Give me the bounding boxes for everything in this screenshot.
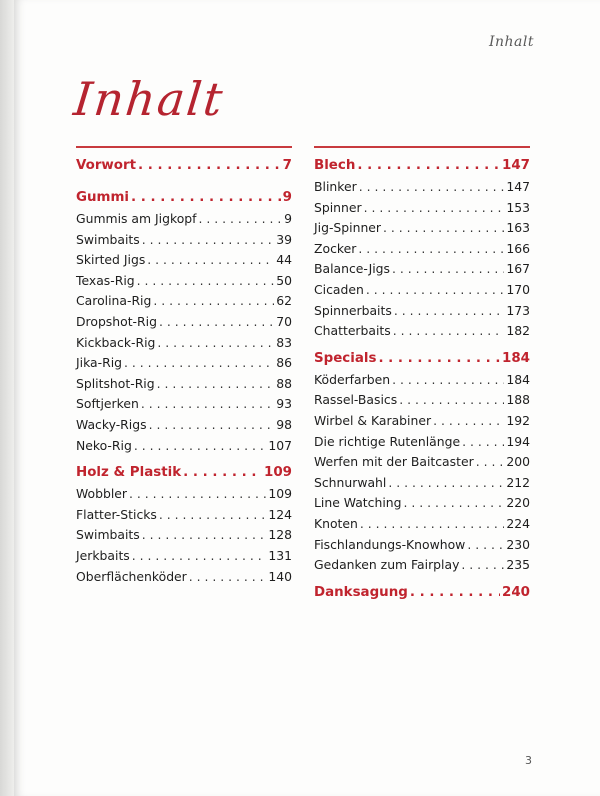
toc-entry-page: 167 [506,261,530,277]
toc-entry-label: Neko-Rig [76,437,132,453]
toc-left-column [76,154,292,587]
toc-entry[interactable] [314,432,530,453]
toc-entry-label: Carolina-Rig [76,293,152,309]
toc-entry-page: 184 [506,371,530,387]
toc-entry-label: Spinnerbaits [314,302,392,318]
dot-leader [189,567,267,588]
dot-leader [364,198,505,219]
toc-entry-page: 62 [276,293,292,309]
dot-leader [399,390,504,411]
toc-entry-label: Softjerken [76,396,139,412]
dot-leader [137,271,275,292]
toc-entry-label: Line Watching [314,495,402,511]
toc-entry[interactable] [76,312,292,333]
toc-entry[interactable] [314,280,530,301]
toc-entry-label: Vorwort [76,158,137,173]
toc-entry-label: Balance-Jigs [314,261,390,277]
dot-leader [359,177,505,198]
toc-entry-page: 86 [276,355,292,371]
dot-leader [131,186,281,209]
toc-entry[interactable] [314,218,530,239]
toc-entry-page: 70 [276,313,292,329]
toc-chapter-entry[interactable] [314,154,530,177]
dot-leader [467,535,504,556]
toc-entry-label: Knoten [314,515,358,531]
toc-entry-label: Swimbaits [76,231,140,247]
toc-right-column [314,154,530,604]
dot-leader [134,436,267,457]
toc-chapter-entry[interactable] [76,186,292,209]
toc-entry-page: 170 [506,281,530,297]
toc-entry-label: Blech [314,158,356,173]
toc-entry[interactable] [314,177,530,198]
dot-leader [142,230,274,251]
toc-entry-page: 220 [506,495,530,511]
dot-leader [159,312,274,333]
toc-entry-label: Werfen mit der Baitcaster [314,454,474,470]
toc-entry[interactable] [314,301,530,322]
dot-leader [393,321,505,342]
dot-leader [433,411,504,432]
toc-entry-label: Blinker [314,179,357,194]
toc-entry[interactable] [76,415,292,436]
toc-entry-label: Jig-Spinner [314,220,382,236]
toc-entry-label: Oberflächenköder [76,568,187,584]
toc-entry[interactable] [314,239,530,260]
toc-entry-label: Jika-Rig [76,355,123,371]
toc-entry-label: Skirted Jigs [76,252,146,268]
toc-entry[interactable] [314,411,530,432]
toc-entry-page: 109 [264,465,292,481]
toc-entry[interactable] [76,525,292,546]
dot-leader [404,493,505,514]
dot-leader [462,432,504,453]
toc-entry[interactable] [314,473,530,494]
toc-entry-page: 50 [276,272,292,288]
toc-entry-page: 166 [506,240,530,256]
toc-entry-label: Cicaden [314,281,364,297]
toc-entry-page: 128 [268,527,292,543]
toc-entry-label: Die richtige Rutenlänge [314,433,461,449]
toc-entry-label: Schnurwahl [314,474,387,490]
dot-leader [357,154,500,177]
toc-entry[interactable] [76,374,292,395]
dot-leader [392,259,504,280]
toc-entry[interactable] [76,271,292,292]
toc-entry-page: 39 [276,231,292,247]
toc-entry-page: 107 [268,437,292,453]
dot-leader [132,546,267,567]
dot-leader [147,250,274,271]
toc-entry-label: Rassel-Basics [314,392,398,408]
toc-entry-label: Splitshot-Rig [76,375,155,391]
toc-entry-page: 173 [506,302,530,318]
dot-leader [410,581,500,604]
toc-entry-page: 9 [282,190,292,205]
toc-entry-label: Jerkbaits [76,547,130,563]
toc-chapter-entry[interactable] [314,347,530,370]
toc-entry[interactable] [314,493,530,514]
dot-leader [157,333,274,354]
dot-leader [142,525,267,546]
toc-entry-label: Danksagung [314,584,408,600]
toc-entry[interactable] [314,259,530,280]
toc-entry[interactable] [76,436,292,457]
right-column-rule [314,146,530,148]
toc-entry-page: 83 [276,334,292,350]
toc-entry-page: 109 [268,486,292,502]
dot-leader [138,154,281,177]
toc-entry[interactable] [76,353,292,374]
toc-entry-page: 153 [506,199,530,215]
toc-entry-label: Zocker [314,240,357,256]
toc-entry[interactable] [76,333,292,354]
dot-leader [159,505,266,526]
dot-leader [124,353,274,374]
toc-entry-page: 7 [282,158,292,173]
toc-entry-page: 44 [276,252,292,268]
toc-entry-page: 93 [276,396,292,412]
toc-entry-page: 163 [506,220,530,236]
dot-leader [476,452,505,473]
toc-entry[interactable] [76,209,292,230]
dot-leader [199,209,283,230]
dot-leader [366,280,505,301]
toc-entry-page: 235 [506,557,530,573]
toc-entry-label: Holz & Plastik [76,465,182,481]
toc-entry-page: 200 [506,454,530,470]
toc-entry-page: 184 [502,350,530,366]
dot-leader [360,514,504,535]
toc-entry[interactable] [76,484,292,505]
toc-entry[interactable] [314,198,530,219]
toc-entry-page: 88 [276,375,292,391]
toc-entry[interactable] [76,394,292,415]
toc-entry-page: 188 [506,392,530,408]
dot-leader [383,218,504,239]
toc-entry[interactable] [76,291,292,312]
toc-chapter-entry[interactable] [76,461,292,484]
toc-entry-label: Dropshot-Rig [76,313,157,329]
dot-leader [149,415,275,436]
toc-entry-page: 131 [268,547,292,563]
left-column-rule [76,146,292,148]
toc-entry-label: Specials [314,350,377,366]
toc-entry-page: 192 [506,412,530,428]
toc-entry-page: 212 [506,474,530,490]
toc-entry[interactable] [314,321,530,342]
toc-entry-label: Wobbler [76,486,127,502]
toc-entry-page: 9 [284,211,292,226]
toc-entry-label: Gummi [76,190,130,205]
toc-entry-label: Fischlandungs-Knowhow [314,536,466,552]
toc-entry-page: 182 [506,323,530,339]
toc-entry[interactable] [76,546,292,567]
toc-entry-page: 140 [268,568,292,584]
dot-leader [153,291,274,312]
dot-leader [358,239,504,260]
dot-leader [183,461,262,484]
toc-entry-page: 147 [502,158,530,173]
toc-entry-label: Chatterbaits [314,323,391,339]
dot-leader [394,301,505,322]
toc-entry[interactable] [314,452,530,473]
toc-chapter-entry[interactable] [314,581,530,604]
running-head: Inhalt [488,34,534,50]
toc-entry-label: Swimbaits [76,527,140,543]
toc-entry-page: 98 [276,416,292,432]
toc-entry-label: Wacky-Rigs [76,416,147,432]
toc-entry-page: 194 [506,433,530,449]
page-title: Inhalt [71,72,227,126]
book-spine-shadow [0,0,14,796]
toc-entry[interactable] [76,505,292,526]
toc-entry[interactable] [76,250,292,271]
toc-entry-page: 230 [506,536,530,552]
toc-entry[interactable] [314,514,530,535]
toc-entry-label: Gedanken zum Fairplay [314,557,460,573]
toc-entry[interactable] [314,535,530,556]
toc-entry-label: Kickback-Rig [76,334,156,350]
toc-entry-page: 124 [268,506,292,522]
dot-leader [388,473,504,494]
dot-leader [129,484,266,505]
dot-leader [378,347,500,370]
toc-entry-page: 240 [502,584,530,600]
dot-leader [141,394,274,415]
dot-leader [461,555,504,576]
toc-entry[interactable] [76,230,292,251]
toc-entry-label: Flatter-Sticks [76,506,157,522]
toc-entry-page: 147 [506,179,530,194]
toc-entry-label: Spinner [314,199,362,215]
toc-chapter-entry[interactable] [76,154,292,177]
toc-entry-label: Köderfarben [314,371,391,387]
toc-entry[interactable] [314,390,530,411]
toc-entry-label: Gummis am Jigkopf [76,211,197,226]
toc-entry-page: 224 [506,515,530,531]
page-number: 3 [525,754,532,767]
toc-entry[interactable] [314,370,530,391]
toc-entry-label: Texas-Rig [76,272,135,288]
dot-leader [157,374,275,395]
toc-entry-label: Wirbel & Karabiner [314,412,432,428]
toc-entry[interactable] [76,567,292,588]
dot-leader [392,370,504,391]
toc-entry[interactable] [314,555,530,576]
